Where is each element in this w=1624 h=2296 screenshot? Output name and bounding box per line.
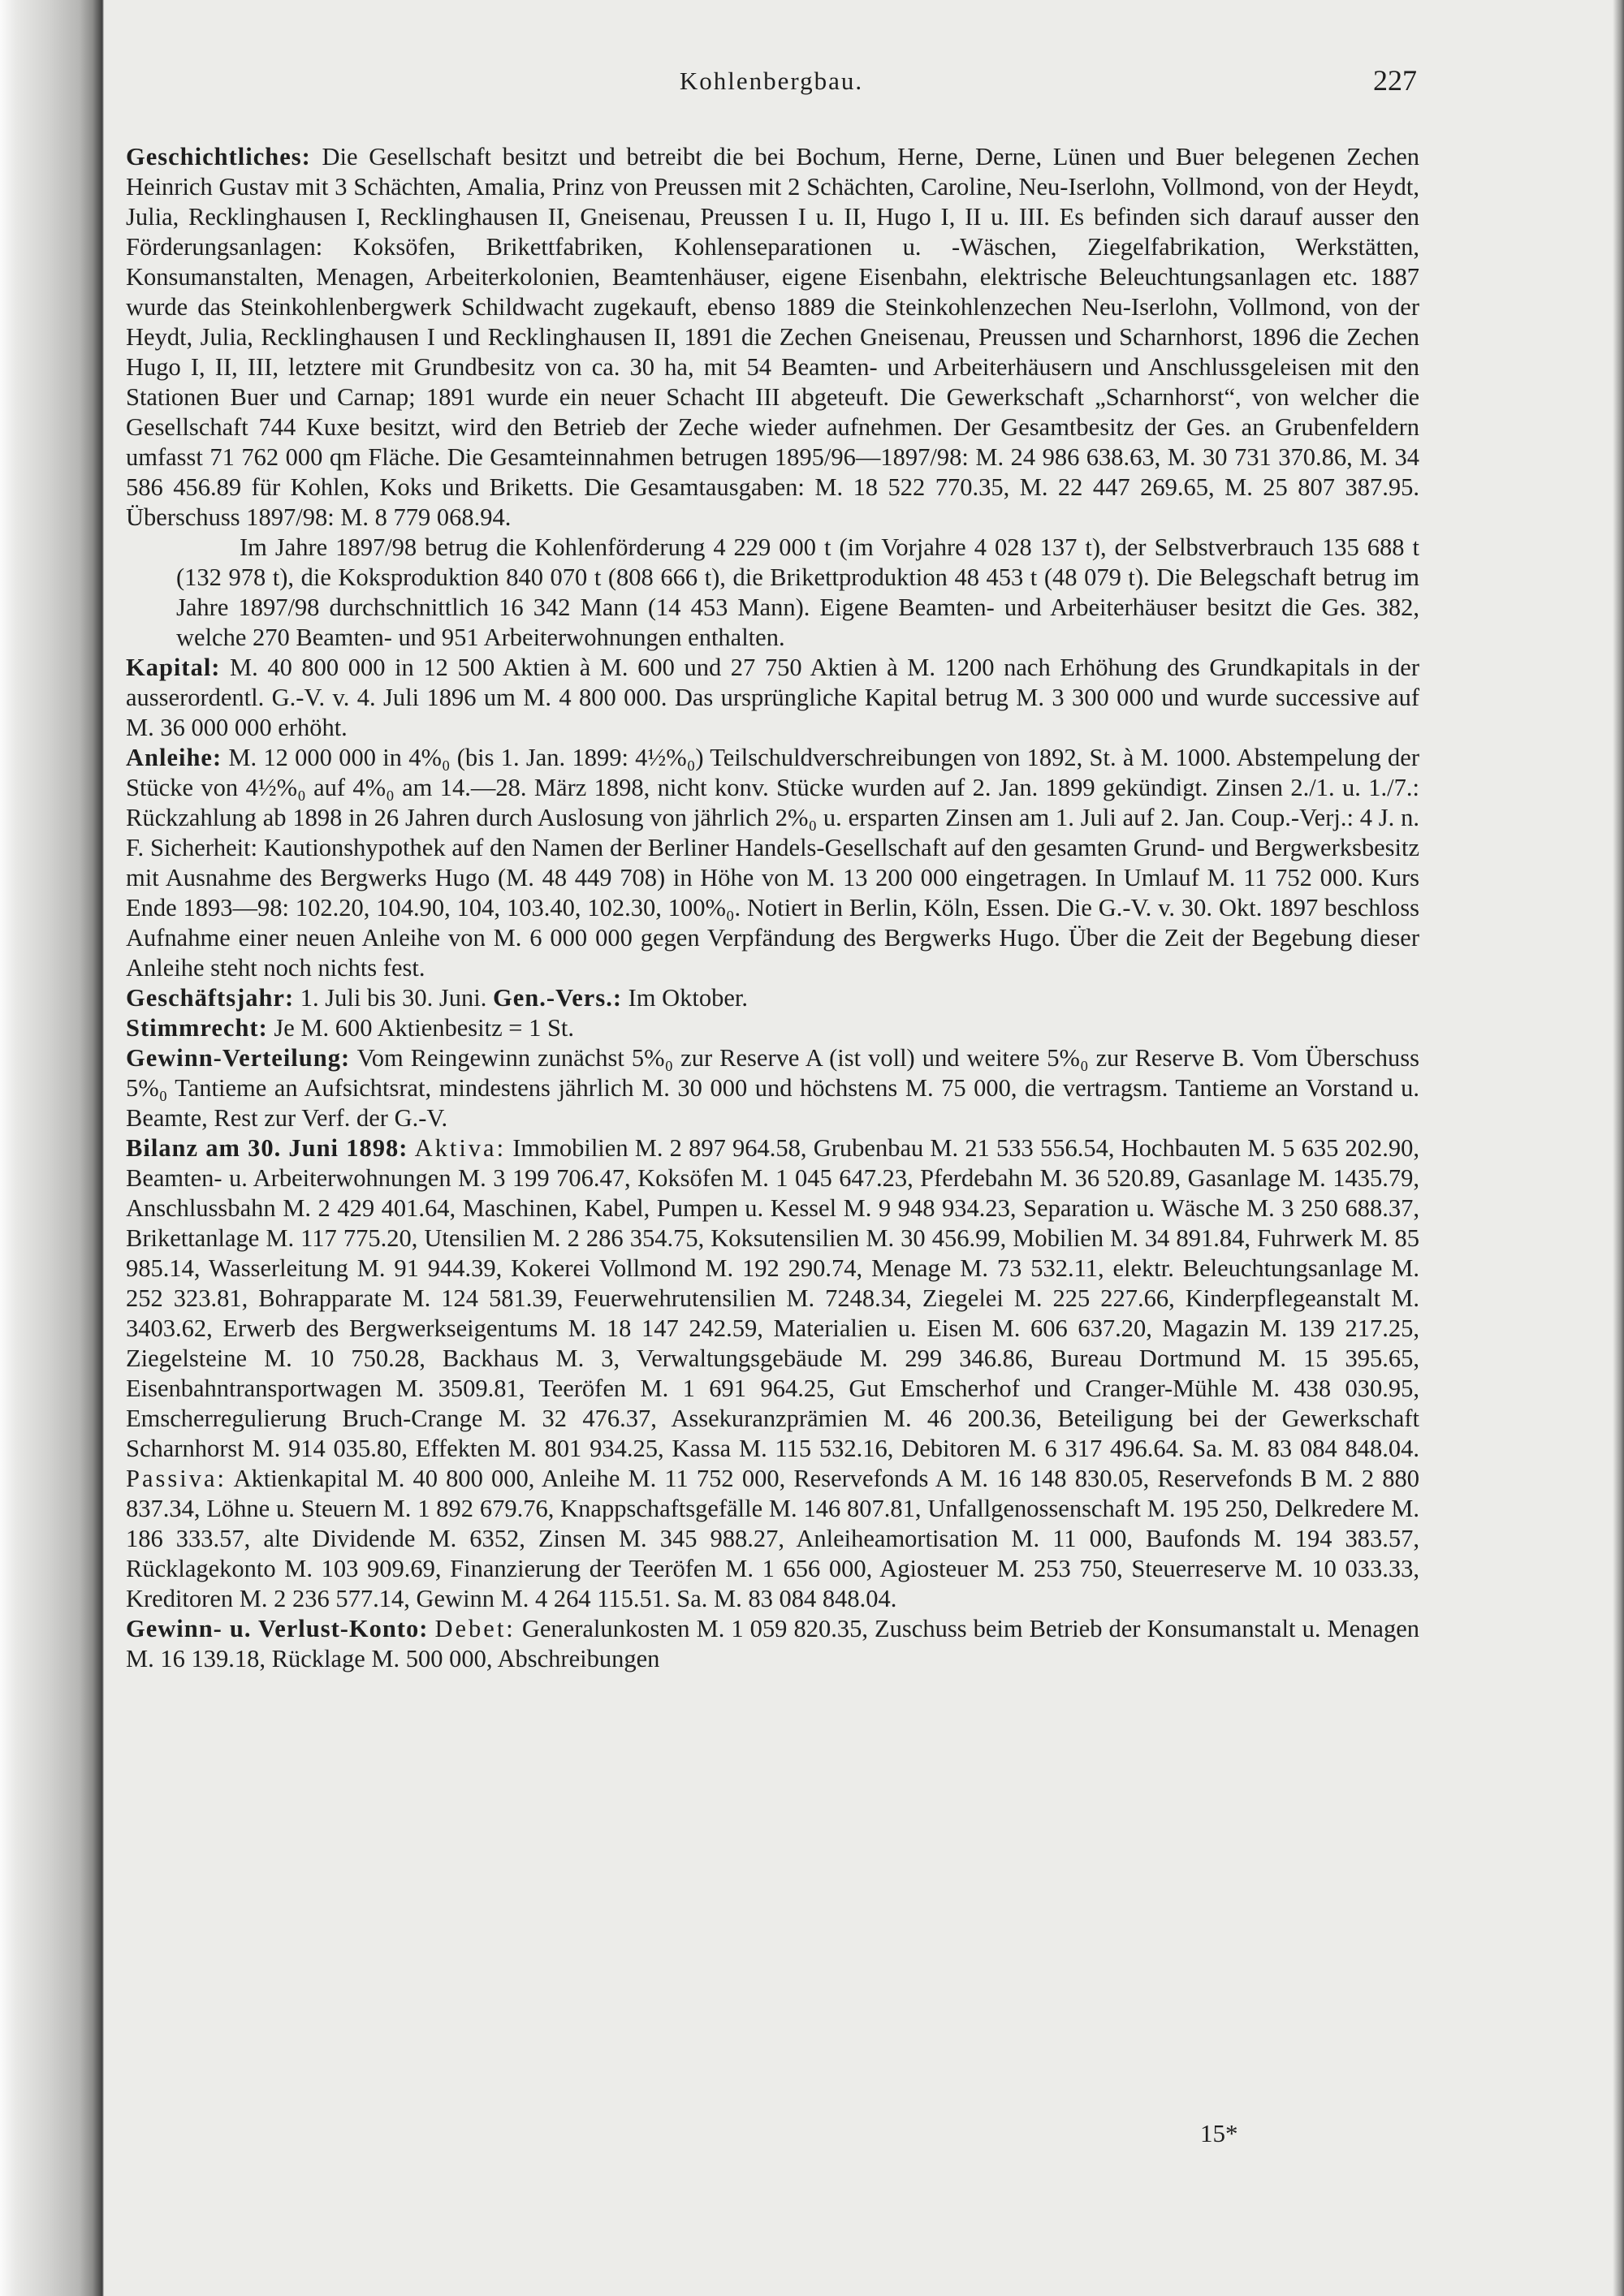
entry-subheading-passiva: Passiva: xyxy=(126,1465,227,1492)
entry-gewinn-verlust-konto xyxy=(126,1614,1419,1674)
entry-heading: Geschäftsjahr: xyxy=(126,984,295,1012)
book-spine-shadow xyxy=(0,0,104,2296)
running-title: Kohlenbergbau. xyxy=(679,67,864,95)
page-number: 227 xyxy=(1373,64,1417,97)
entry-anleihe xyxy=(126,743,1419,983)
page-body xyxy=(126,142,1419,1674)
entry-gewinn-verteilung xyxy=(126,1043,1419,1133)
entry-heading: Gewinn- u. Verlust-Konto: xyxy=(126,1615,429,1642)
entry-heading: Geschichtliches: xyxy=(126,143,311,170)
entry-bilanz xyxy=(126,1133,1419,1614)
entry-text: Je M. 600 Aktienbesitz = 1 St. xyxy=(274,1014,575,1042)
printer-signature: 15* xyxy=(1200,2119,1238,2147)
entry-geschichtliches xyxy=(126,142,1419,653)
entry-text-secondary: Im Oktober. xyxy=(628,984,749,1012)
entry-text: Die Gesellschaft besitzt und betreibt die bei Bochum, Herne, Derne, Lünen und Buer belegenen Zechen Heinrich Gustav mit 3 Schächten, Amalia, Prinz von Preussen mit 2 Schächten, Caroline, Neu-Iserlohn, Vollmond, von der Heydt, Julia, Recklinghausen I, Recklinghausen II, Gneisenau, Preussen I u. II, Hugo I, II u. III. Es befinden sich darauf ausser den Förderungsanlagen: Koksöfen, Brikettfabriken, Kohlenseparationen u. -Wäschen, Ziegelfabrikation, Werkstätten, Konsumanstalten, Menagen, Arbeiterkolonien, Beamtenhäuser, eigene Eisenbahn, elektrische Beleuchtungsanlagen etc. 1887 wurde das Steinkohlenbergwerk Schildwacht zugekauft, ebenso 1889 die Steinkohlenzechen Neu-Iserlohn, Vollmond, von der Heydt, Julia, Recklinghausen I und Recklinghausen II, 1891 die Zechen Gneisenau, Preussen und Scharnhorst, 1896 die Zechen Hugo I, II, III, letztere mit Grundbesitz von ca. 30 ha, mit 54 Beamten- und Arbeiterhäusern und Anschlussgeleisen mit den Stationen Buer und Carnap; 1891 wurde ein neuer Schacht III abgeteuft. Die Gewerkschaft „Scharnhorst“, von welcher die Gesellschaft 744 Kuxe besitzt, wird den Betrieb der Zeche wieder aufnehmen. Der Gesamtbesitz der Ges. an Grubenfeldern umfasst 71 762 000 qm Fläche. Die Gesamteinnahmen betrugen 1895/96—1897/98: M. 24 986 638.63, M. 30 731 370.86, M. 34 586 456.89 für Kohlen, Koks und Briketts. Die Gesamtausgaben: M. 18 522 770.35, M. 22 447 269.65, M. 25 807 387.95. Überschuss 1897/98: M. 8 779 068.94. xyxy=(126,143,1420,531)
entry-heading: Anleihe: xyxy=(126,744,222,771)
entry-heading: Stimmrecht: xyxy=(126,1014,268,1042)
page-header xyxy=(126,64,1417,107)
entry-subheading-aktiva: Aktiva: xyxy=(414,1134,507,1162)
page-edge-shadow xyxy=(1613,0,1624,2296)
entry-text: M. 12 000 000 in 4%₀ (bis 1. Jan. 1899: 4½%₀) Teilschuldverschreibungen von 1892, St. à M. 1000. Abstempelung der Stücke von 4½%₀ auf 4%₀ am 14.—28. März 1898, nicht konv. Stücke wurden auf 2. Jan. 1899 gekündigt. Zinsen 2./1. u. 1./7.: Rückzahlung ab 1898 in 26 Jahren durch Auslosung von jährlich 2%₀ u. ersparten Zinsen am 1. Juli auf 2. Jan. Coup.-Verj.: 4 J. n. F. Sicherheit: Kautionshypothek auf den Namen der Berliner Handels-Gesellschaft auf den gesamten Grund- und Bergwerksbesitz mit Ausnahme des Bergwerks Hugo (M. 48 449 708) in Höhe von M. 13 200 000 eingetragen. In Umlauf M. 11 752 000. Kurs Ende 1893—98: 102.20, 104.90, 104, 103.40, 102.30, 100%₀. Notiert in Berlin, Köln, Essen. Die G.-V. v. 30. Okt. 1897 beschloss Aufnahme einer neuen Anleihe von M. 6 000 000 gegen Verpfändung des Bergwerks Hugo. Über die Zeit der Begebung dieser Anleihe steht noch nichts fest. xyxy=(126,744,1419,982)
entry-heading-secondary: Gen.-Vers.: xyxy=(493,984,622,1012)
entry-kapital xyxy=(126,653,1419,743)
entry-geschaeftsjahr xyxy=(126,983,1419,1013)
entry-text: Generalunkosten M. 1 059 820.35, Zuschuss beim Betrieb der Konsumanstalt u. Menagen M. 16 139.18, Rücklage M. 500 000, Abschreibungen xyxy=(126,1615,1419,1672)
entry-stimmrecht xyxy=(126,1013,1419,1043)
entry-subheading-debet: Debet: xyxy=(434,1615,516,1642)
entry-heading: Gewinn-Verteilung: xyxy=(126,1044,351,1072)
entry-heading: Bilanz am 30. Juni 1898: xyxy=(126,1134,408,1162)
entry-text-aktiva: Immobilien M. 2 897 964.58, Grubenbau M. 21 533 556.54, Hochbauten M. 5 635 202.90, Beamten- u. Arbeiterwohnungen M. 3 199 706.47, Koksöfen M. 1 045 647.23, Pferdebahn M. 36 520.89, Gasanlage M. 1435.79, Anschlussbahn M. 2 429 401.64, Maschinen, Kabel, Pumpen u. Kessel M. 9 948 934.23, Separation u. Wäsche M. 3 250 688.37, Brikettanlage M. 117 775.20, Utensilien M. 2 286 354.75, Koksutensilien M. 30 456.99, Mobilien M. 34 891.84, Fuhrwerk M. 85 985.14, Wasserleitung M. 91 944.39, Kokerei Vollmond M. 192 290.74, Menage M. 73 532.11, elektr. Beleuchtungsanlage M. 252 323.81, Bohrapparate M. 124 581.39, Feuerwehrutensilien M. 7248.34, Ziegelei M. 225 227.66, Kinderpflegeanstalt M. 3403.62, Erwerb des Bergwerkseigentums M. 18 147 242.59, Materialien u. Eisen M. 606 637.20, Magazin M. 139 217.25, Ziegelsteine M. 10 750.28, Backhaus M. 3, Verwaltungsgebäude M. 299 346.86, Bureau Dortmund M. 15 395.65, Eisenbahntransportwagen M. 3509.81, Teeröfen M. 1 691 964.25, Gut Emscherhof und Cranger-Mühle M. 438 030.95, Emscherregulierung Bruch-Crange M. 32 476.37, Assekuranzprämien M. 46 200.36, Beteiligung bei der Gewerkschaft Scharnhorst M. 914 035.80, Effekten M. 801 934.25, Kassa M. 115 532.16, Debitoren M. 6 317 496.64. Sa. M. 83 084 848.04. xyxy=(126,1134,1419,1462)
entry-text: Vom Reingewinn zunächst 5%₀ zur Reserve A (ist voll) und weitere 5%₀ zur Reserve B. Vom Überschuss 5%₀ Tantieme an Aufsichtsrat, mindestens jährlich M. 30 000 und höchstens M. 75 000, die vertragsm. Tantieme an Vorstand u. Beamte, Rest zur Verf. der G.-V. xyxy=(126,1044,1419,1132)
entry-text: M. 40 800 000 in 12 500 Aktien à M. 600 und 27 750 Aktien à M. 1200 nach Erhöhung des Grundkapitals in der ausserordentl. G.-V. v. 4. Juli 1896 um M. 4 800 000. Das ursprüngliche Kapital betrug M. 3 300 000 und wurde successive auf M. 36 000 000 erhöht. xyxy=(126,654,1419,741)
entry-paragraph: Im Jahre 1897/98 betrug die Kohlenförderung 4 229 000 t (im Vorjahre 4 028 137 t), der Selbstverbrauch 135 688 t (132 978 t), die Koksproduktion 840 070 t (808 666 t), die Brikettproduktion 48 453 t (48 079 t). Die Belegschaft betrug im Jahre 1897/98 durchschnittlich 16 342 Mann (14 453 Mann). Eigene Beamten- und Arbeiterhäuser besitzt die Ges. 382, welche 270 Beamten- und 951 Arbeiterwohnungen enthalten. xyxy=(176,533,1419,651)
entry-heading: Kapital: xyxy=(126,654,221,681)
entry-text-passiva: Aktienkapital M. 40 800 000, Anleihe M. 11 752 000, Reservefonds A M. 16 148 830.05, Reservefonds B M. 2 880 837.34, Löhne u. Steuern M. 1 892 679.76, Knappschaftsgefälle M. 146 807.81, Unfallgenossenschaft M. 195 250, Delkredere M. 186 333.57, alte Dividende M. 6352, Zinsen M. 345 988.27, Anleiheamortisation M. 11 000, Baufonds M. 194 383.57, Rücklagekonto M. 103 909.69, Finanzierung der Teeröfen M. 1 656 000, Agiosteuer M. 253 750, Steuerreserve M. 10 033.33, Kreditoren M. 2 236 577.14, Gewinn M. 4 264 115.51. Sa. M. 83 084 848.04. xyxy=(126,1465,1419,1612)
entry-text: 1. Juli bis 30. Juni. xyxy=(300,984,487,1012)
